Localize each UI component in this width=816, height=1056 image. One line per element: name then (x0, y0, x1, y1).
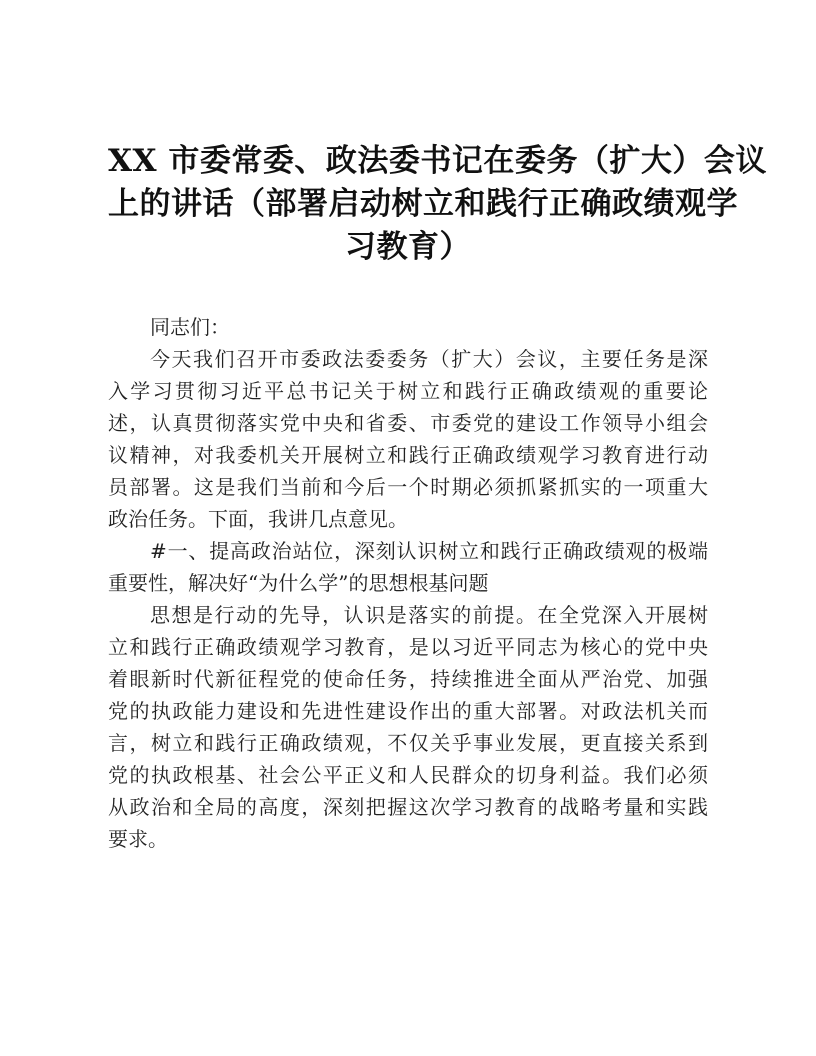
document-body (108, 311, 708, 855)
salutation (108, 311, 708, 343)
title-line: 上的讲话（部署启动树立和践行正确政绩观学 (108, 186, 738, 222)
text-line: 政治任务。下面，我讲几点意见。 (108, 507, 408, 531)
text-line: 党的执政根基、社会公平正义和人民群众的切身利益。我们必须 (108, 763, 708, 787)
text-line: 今天我们召开市委政法委委务（扩大）会议，主要任务是深 (150, 347, 708, 371)
text-line: 从政治和全局的高度，深刻把握这次学习教育的战略考量和实践 (108, 795, 708, 819)
text-line: 述，认真贯彻落实党中央和省委、市委党的建设工作领导小组会 (108, 411, 708, 435)
text-line: 言，树立和践行正确政绩观，不仅关乎事业发展，更直接关系到 (108, 731, 708, 755)
text-line: 同志们： (150, 315, 230, 339)
section-heading-1 (108, 535, 708, 599)
text-line: 议精神，对我委机关开展树立和践行正确政绩观学习教育进行动 (108, 443, 708, 467)
section-1-paragraph (108, 599, 708, 855)
text-line: 着眼新时代新征程党的使命任务，持续推进全面从严治党、加强 (108, 667, 708, 691)
text-line: 立和践行正确政绩观学习教育，是以习近平同志为核心的党中央 (108, 635, 708, 659)
title-line: XX 市委常委、政法委书记在委务（扩大）会议 (108, 143, 767, 179)
title-line: 习教育） (345, 229, 471, 265)
document-title (108, 140, 767, 269)
text-line: 员部署。这是我们当前和今后一个时期必须抓紧抓实的一项重大 (108, 475, 708, 499)
text-line: 思想是行动的先导，认识是落实的前提。在全党深入开展树 (150, 603, 708, 627)
text-line: 要求。 (108, 827, 168, 851)
text-line: 重要性，解决好“为什么学”的思想根基问题 (108, 571, 489, 595)
document-page (108, 140, 767, 855)
text-line: #一、提高政治站位，深刻认识树立和践行正确政绩观的极端 (150, 539, 708, 563)
text-line: 入学习贯彻习近平总书记关于树立和践行正确政绩观的重要论 (108, 379, 708, 403)
intro-paragraph (108, 343, 708, 535)
text-line: 党的执政能力建设和先进性建设作出的重大部署。对政法机关而 (108, 699, 708, 723)
